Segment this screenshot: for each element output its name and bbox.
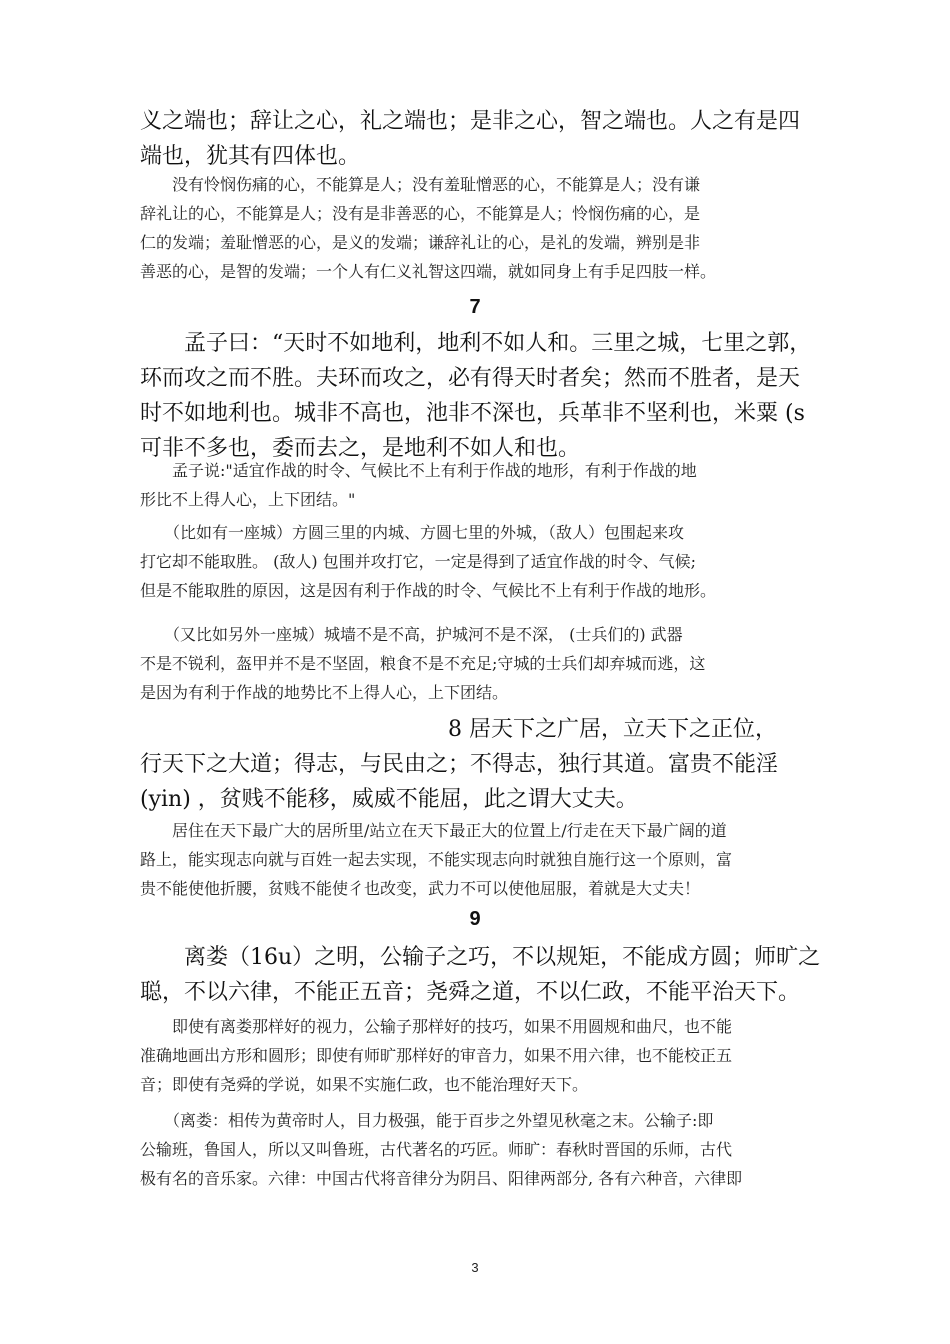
text-line: 准确地画出方形和圆形；即使有师旷那样好的审音力，如果不用六律，也不能校正五 [140,1046,733,1065]
original-text-block-1 [140,104,820,174]
translation-block-7a [140,456,820,514]
translation-block-1 [140,170,820,286]
text-line: 8 居天下之广居，立天下之正位， [140,717,777,742]
original-text-block-8 [140,712,820,817]
text-line: 路上，能实现志向就与百姓一起去实现，不能实现志向时就独自施行这一个原则，富 [140,850,733,869]
translation-block-7c [140,620,820,707]
page-number: 3 [471,1260,479,1275]
text-line: 孟子说:"适宜作战的时令、气候比不上有利于作战的地形，有利于作战的地 [140,461,697,480]
original-text-block-9 [140,940,820,1010]
text-line: 居住在天下最广大的居所里/站立在天下最正大的位置上/行走在天下最广阔的道 [140,821,727,840]
text-line: 不是不锐利，盔甲并不是不坚固，粮食不是不充足;守城的士兵们却弃城而逃，这 [140,654,706,673]
text-line: 可非不多也，委而去之，是地利不如人和也。 [140,436,581,461]
text-line: 形比不上得人心，上下团结。" [140,490,356,509]
text-line: 打它却不能取胜。 (敌人) 包围并攻打它，一定是得到了适宜作战的时令、气候; [140,552,697,571]
text-line: 离娄（16u）之明，公输子之巧，不以规矩，不能成方圆；师旷之 [140,945,821,970]
text-line: 公输班，鲁国人，所以又叫鲁班，古代著名的巧匠。师旷：春秋时晋国的乐师，古代 [140,1140,733,1159]
text-line: 但是不能取胜的原因，这是因有利于作战的时令、气候比不上有利于作战的地形。 [140,581,717,600]
text-line: 即使有离娄那样好的视力，公输子那样好的技巧，如果不用圆规和曲尺，也不能 [140,1017,733,1036]
text-line: 贵不能使他折腰，贫贱不能使彳也改变，武力不可以使他屈服，着就是大丈夫！ [140,879,701,898]
section-number-7: 7 [469,296,481,318]
translation-block-7b [140,518,820,605]
original-text-block-7 [140,326,820,466]
text-line: 辞礼让的心，不能算是人；没有是非善恶的心，不能算是人；怜悯伤痛的心，是 [140,204,701,223]
text-line: 聪，不以六律，不能正五音；尧舜之道，不以仁政，不能平治天下。 [140,980,801,1005]
translation-block-8 [140,816,820,903]
text-line: 端也，犹其有四体也。 [140,144,361,169]
translation-block-9a [140,1012,820,1099]
translation-block-9b [140,1106,820,1193]
text-line: 义之端也；辞让之心，礼之端也；是非之心，智之端也。人之有是四 [140,109,801,134]
text-line: 没有怜悯伤痛的心，不能算是人；没有羞耻憎恶的心，不能算是人；没有谦 [140,175,701,194]
text-line: 音；即使有尧舜的学说，如果不实施仁政，也不能治理好天下。 [140,1075,589,1094]
text-line: 是因为有利于作战的地势比不上得人心，上下团结。 [140,683,509,702]
text-line: （离娄：相传为黄帝时人，目力极强，能于百步之外望见秋毫之末。公输子:即 [140,1111,714,1130]
text-line: 环而攻之而不胜。夫环而攻之，必有得天时者矣；然而不胜者，是天 [140,366,801,391]
section-number-9: 9 [469,908,481,930]
text-line: 极有名的音乐家。六律：中国古代将音律分为阴吕、阳律两部分, 各有六种音，六律即 [140,1169,743,1188]
text-line: （比如有一座城）方圆三里的内城、方圆七里的外城，（敌人）包围起来攻 [140,523,685,542]
text-line: 时不如地利也。城非不高也，池非不深也，兵革非不坚利也，米粟 (s [140,401,805,426]
text-line: 孟子曰：“天时不如地利，地利不如人和。三里之城，七里之郭， [140,331,812,356]
text-line: (yin) ，贫贱不能移，威威不能屈，此之谓大丈夫。 [140,787,638,812]
text-line: （又比如另外一座城）城墙不是不高，护城河不是不深， (士兵们的) 武器 [140,625,683,644]
text-line: 善恶的心，是智的发端；一个人有仁义礼智这四端，就如同身上有手足四肢一样。 [140,262,717,281]
text-line: 行天下之大道；得志，与民由之；不得志，独行其道。富贵不能淫 [140,752,779,777]
text-line: 仁的发端；羞耻憎恶的心，是义的发端；谦辞礼让的心，是礼的发端，辨别是非 [140,233,701,252]
